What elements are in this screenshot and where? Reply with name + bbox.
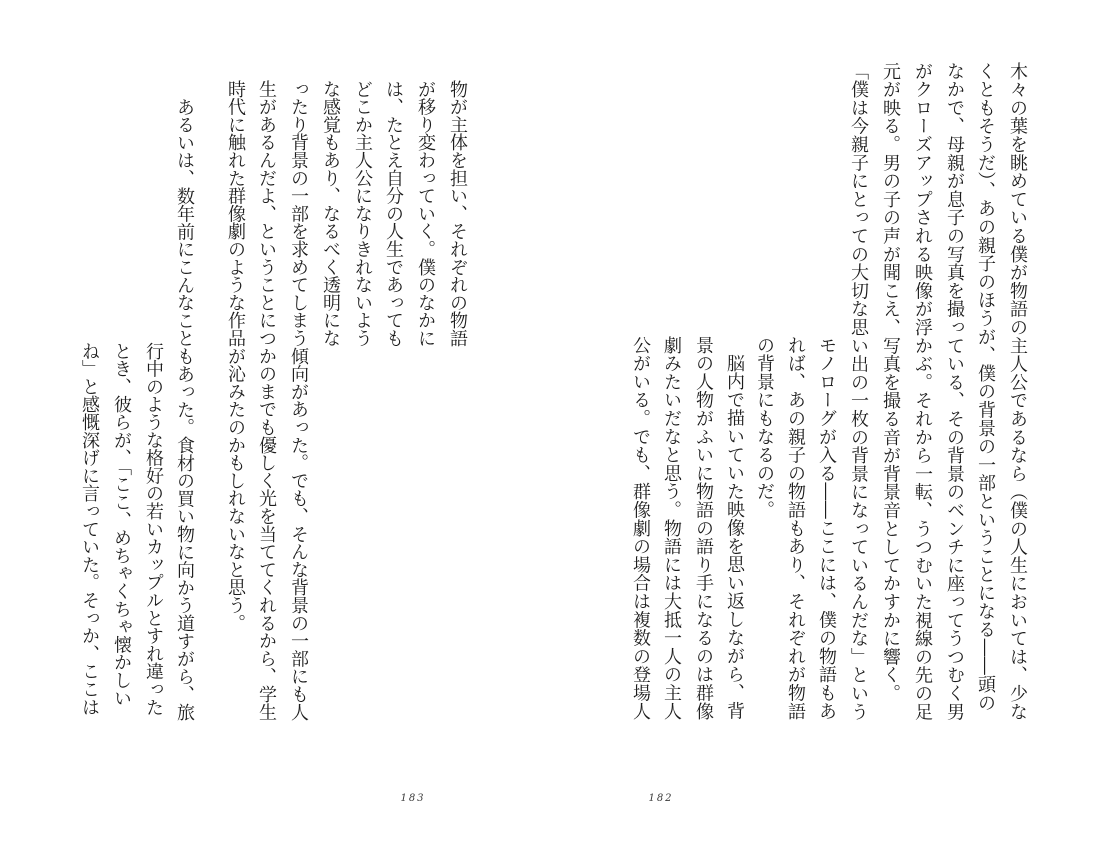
text-column: の背景にもなるのだ。 (754, 336, 775, 519)
text-column: 「僕は今親子にとっての大切な思い出の一枚の背景になっているんだな」という (848, 62, 869, 721)
text-column: は、たとえ自分の人生であっても (383, 80, 404, 348)
text-column: 木々の葉を眺めている僕が物語の主人公であるなら（僕の人生においては、少な (1007, 62, 1028, 721)
text-column: な感覚もあり、なるべく透明にな (320, 80, 341, 348)
text-column: 行中のような格好の若いカップルとすれ違った (143, 342, 164, 716)
text-column: ね」と感慨深げに言っていた。そっか、ここは (79, 342, 100, 716)
text-column: 物が主体を担い、それぞれの物語 (447, 80, 468, 348)
text-column: なかで、母親が息子の写真を撮っている、その背景のベンチに座ってうつむく男 (944, 62, 965, 721)
text-column: ったり背景の一部を求めてしまう傾向があった。でも、そんな背景の一部にも人 (288, 80, 309, 721)
text-column: 劇みたいだなと思う。物語には大抵一人の主人 (661, 336, 682, 721)
text-column-paragraph-start: 脳内で描いていた映像を思い返しながら、背 (724, 354, 745, 720)
text-column: 時代に触れた群像劇のような作品が沁みたのかもしれないなと思う。 (225, 80, 246, 632)
text-column: がクローズアップされる映像が浮かぶ。それから一転、うつむいた視線の先の足 (912, 62, 933, 721)
text-column: 元が映る。男の子の声が聞こえ、写真を撮る音が背景音としてかすかに響く。 (880, 62, 901, 703)
text-column-paragraph-start: あるいは、数年前にこんなこともあった。食材の買い物に向かう道すがら、旅 (174, 98, 195, 722)
text-column: が移り変わっていく。僕のなかに (415, 80, 436, 348)
text-column: れば、あの親子の物語もあり、それぞれが物語 (785, 336, 806, 721)
page-number: 182 (648, 793, 674, 804)
text-column: 景の人物がふいに物語の語り手になるのは群像 (693, 336, 714, 721)
page-number: 183 (400, 793, 426, 804)
text-column: 生があるんだよ、ということにつかのまでも優しく光を当ててくれるから、学生 (256, 80, 277, 721)
text-column: とき、彼らが、「ここ、めちゃくちゃ懐かしい (111, 342, 132, 707)
text-column: 公がいる。でも、群像劇の場合は複数の登場人 (630, 336, 651, 721)
text-column: どこか主人公になりきれないよう (352, 80, 373, 348)
right-page (550, 0, 1100, 849)
text-column: くともそうだ）、あの親子のほうが、僕の背景の一部ということになる――頭の (975, 62, 996, 712)
text-column: モノローグが入る――ここには、僕の物語もあ (816, 336, 837, 721)
